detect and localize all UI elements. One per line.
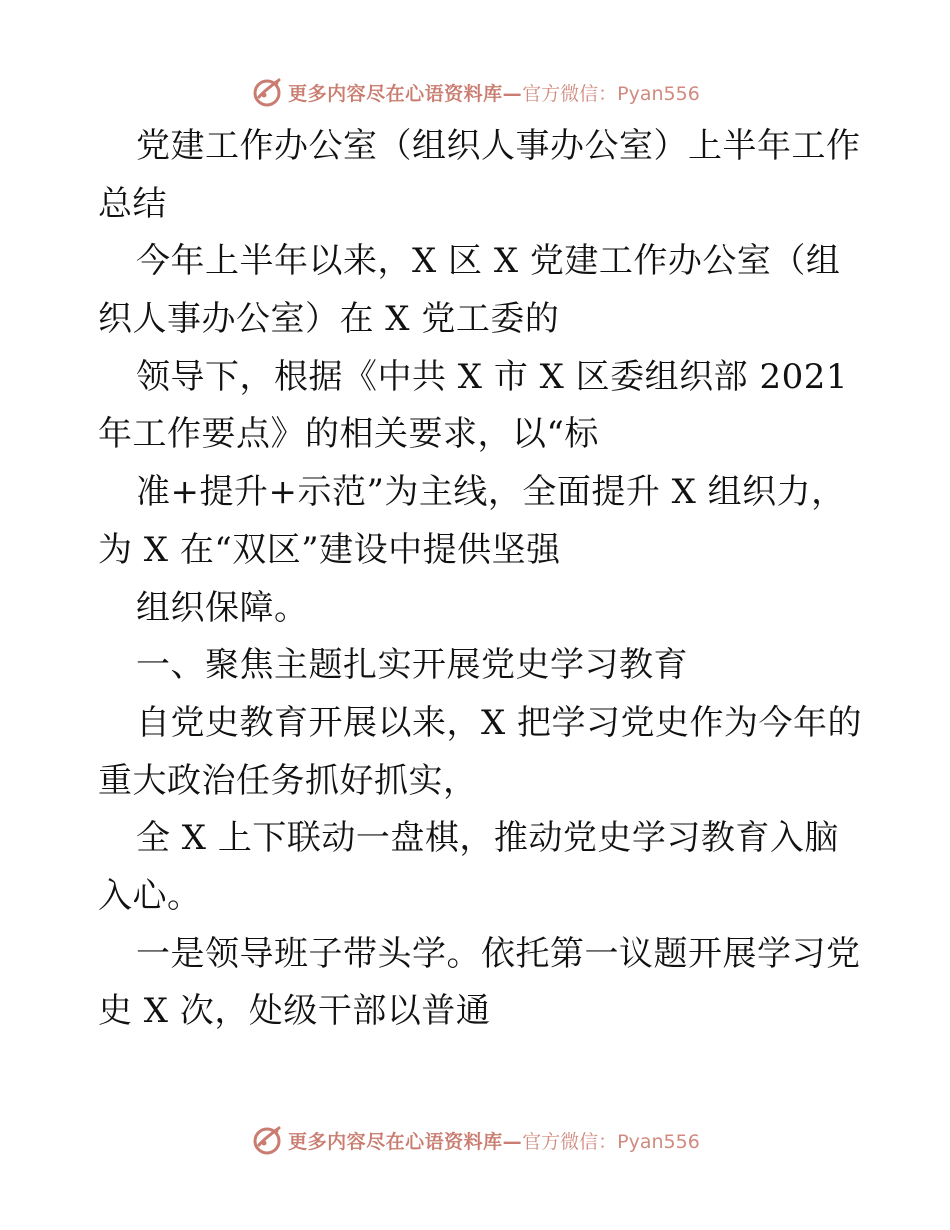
paragraph-line: 领导下，根据《中共 X 市 X 区委组织部 2021 <box>136 356 848 397</box>
watermark-wechat: 官方微信：Pyan556 <box>522 82 700 105</box>
watermark-wechat: 官方微信：Pyan556 <box>522 1130 700 1153</box>
title-line-1: 党建工作办公室（组织人事办公室）上半年工作 <box>136 126 861 166</box>
paragraph-line: 织人事办公室）在 X 党工委的 <box>98 299 560 340</box>
watermark-text: 更多内容尽在心语资料库— <box>288 1130 523 1153</box>
paragraph-line: 自党史教育开展以来，X 把学习党史作为今年的 <box>136 702 863 743</box>
watermark-text: 更多内容尽在心语资料库— <box>288 82 523 105</box>
paragraph-line: 重大政治任务抓好抓实， <box>98 760 478 801</box>
paragraph-line: 入心。 <box>98 875 202 916</box>
section-heading: 一、聚焦主题扎实开展党史学习教育 <box>136 645 688 686</box>
paragraph-line: 今年上半年以来，X 区 X 党建工作办公室（组 <box>136 241 841 282</box>
footer-watermark <box>0 1120 950 1160</box>
paragraph-line: 史 X 次，处级干部以普通 <box>98 991 491 1032</box>
paragraph-line: 一是领导班子带头学。依托第一议题开展学习党 <box>136 933 861 974</box>
paragraph-line: 全 X 上下联动一盘棋，推动党史学习教育入脑 <box>136 818 839 859</box>
quill-pen-swirl-icon <box>250 1123 284 1157</box>
quill-pen-swirl-icon <box>250 75 284 109</box>
title-line-2: 总结 <box>98 183 167 224</box>
paragraph-line: 为 X 在“双区”建设中提供坚强 <box>98 529 561 570</box>
paragraph-line: 年工作要点》的相关要求，以“标 <box>98 414 599 455</box>
paragraph-line: 准+提升+示范”为主线，全面提升 X 组织力， <box>136 472 846 513</box>
document-body <box>98 118 863 1041</box>
header-watermark <box>0 72 950 112</box>
paragraph-line: 组织保障。 <box>136 587 309 628</box>
